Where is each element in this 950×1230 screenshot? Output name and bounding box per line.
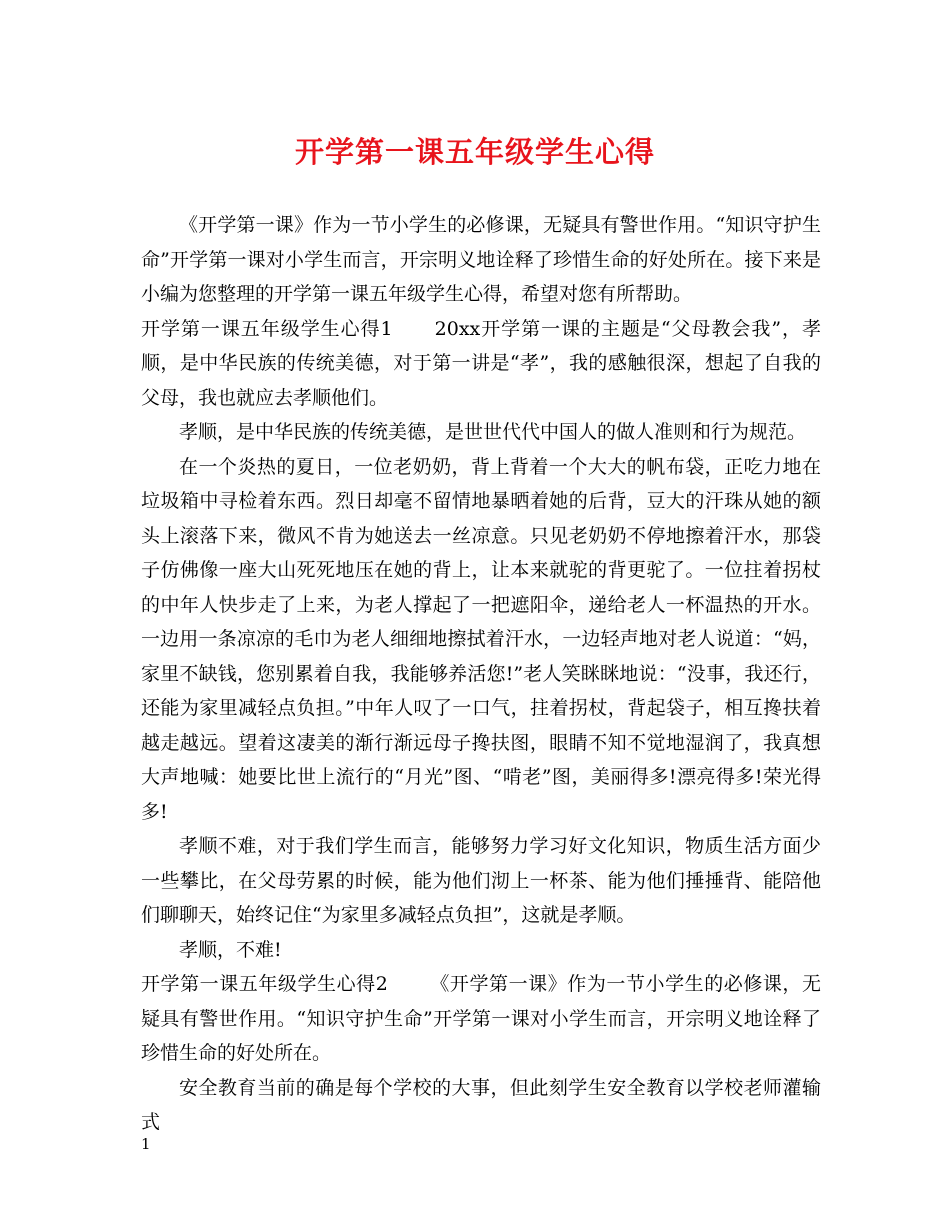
- section-1-heading: 开学第一课五年级学生心得1: [141, 317, 393, 340]
- paragraph-not-difficult: 孝顺不难，对于我们学生而言，能够努力学习好文化知识，物质生活方面少一些攀比，在父母劳累的时候，能为他们沏上一杯茶、能为他们捶捶背、能陪他们聊聊天，始终记住“为家里多减轻点负担”，这就是孝顺。: [141, 835, 821, 926]
- section-2: [141, 967, 821, 1071]
- intro-paragraph: 《开学第一课》作为一节小学生的必修课，无疑具有警世作用。“知识守护生命”开学第一课对小学生而言，开宗明义地诠释了珍惜生命的好处所在。接下来是小编为您整理的开学第一课五年级学生心得，希望对您有所帮助。: [141, 214, 821, 305]
- paragraph-filial-piety: 孝顺，是中华民族的传统美德，是世世代代中国人的做人准则和行为规范。: [179, 421, 807, 443]
- section-2-heading: 开学第一课五年级学生心得2: [141, 973, 388, 995]
- paragraph-safety: 安全教育当前的确是每个学校的大事，但此刻学生安全教育以学校老师灌输式: [141, 1076, 821, 1133]
- paragraph-story: 在一个炎热的夏日，一位老奶奶，背上背着一个大大的帆布袋，正吃力地在垃圾箱中寻检着东西。烈日却毫不留情地暴晒着她的后背，豆大的汗珠从她的额头上滚落下来，微风不肯为她送去一丝凉意。只见老奶奶不停地擦着汗水，那袋子仿佛像一座大山死死地压在她的背上，让本来就驼的背更驼了。一位拄着拐杖的中年人快步走了上来，为老人撑起了一把遮阳伞，递给老人一杯温热的开水。一边用一条凉凉的毛巾为老人细细地擦拭着汗水，一边轻声地对老人说道：“妈，家里不缺钱，您别累着自我，我能够养活您!”老人笑眯眯地说：“没事，我还行，还能为家里减轻点负担。”中年人叹了一口气，拄着拐杖，背起袋子，相互搀扶着越走越远。望着这凄美的渐行渐远母子搀扶图，眼睛不知不觉地湿润了，我真想大声地喊：她要比世上流行的“月光”图、“啃老”图，美丽得多!漂亮得多!荣光得多!: [141, 455, 821, 823]
- section-1: [141, 312, 821, 416]
- section-1-text: 20xx开学第一课的主题是“父母教会我”，孝顺，是中华民族的传统美德，对于第一讲是“孝”，我的感触很深，想起了自我的父母，我也就应去孝顺他们。: [141, 317, 821, 409]
- page-number: 1: [141, 1135, 151, 1153]
- section-2-text: 《开学第一课》作为一节小学生的必修课，无疑具有警世作用。“知识守护生命”开学第一课对小学生而言，开宗明义地诠释了珍惜生命的好处所在。: [141, 973, 821, 1064]
- paragraph-conclusion: 孝顺，不难!: [179, 938, 282, 961]
- document-body: [141, 208, 821, 1140]
- page-title: 开学第一课五年级学生心得: [294, 135, 655, 169]
